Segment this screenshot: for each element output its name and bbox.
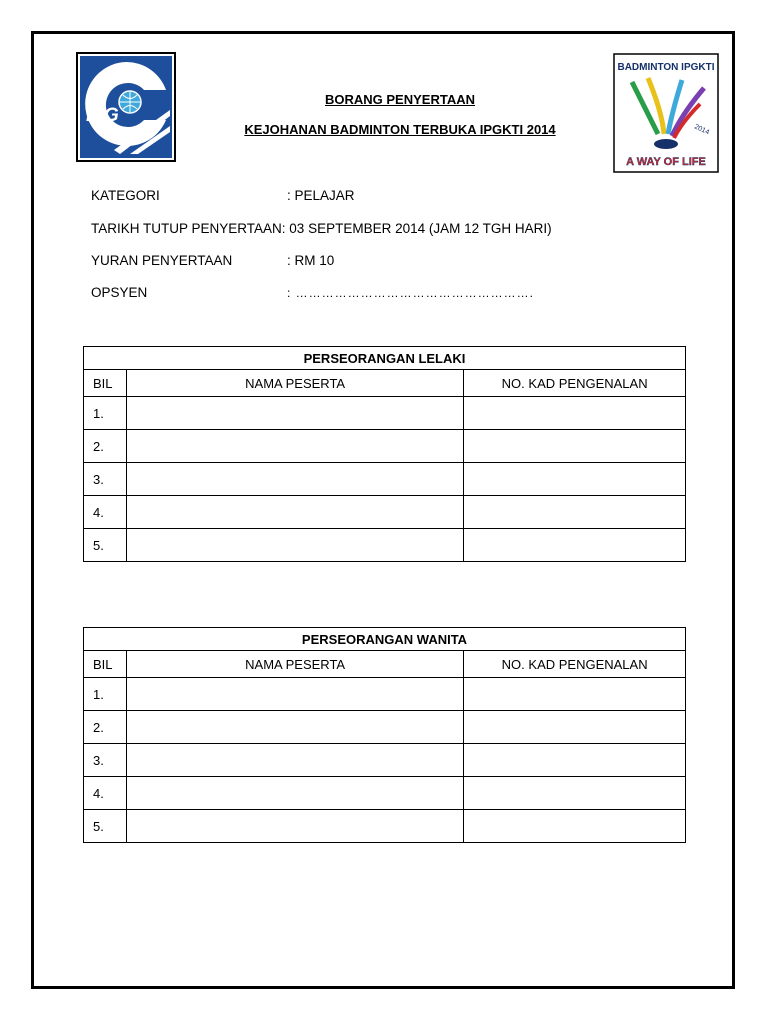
tarikh-label: TARIKH TUTUP PENYERTAAN: [91, 221, 286, 236]
nama-cell[interactable] [126, 430, 463, 463]
row-number: 4. [84, 777, 127, 810]
kategori-value: : PELAJAR [287, 188, 355, 203]
nama-cell[interactable] [126, 397, 463, 430]
yuran-value: : RM 10 [287, 253, 335, 268]
yuran-line [91, 253, 334, 268]
row-number: 1. [84, 397, 127, 430]
table-caption: PERSEORANGAN LELAKI [84, 347, 686, 370]
kad-cell[interactable] [464, 810, 686, 843]
table-row [84, 678, 686, 711]
form-title: BORANG PENYERTAAN [325, 92, 475, 107]
table-row [84, 744, 686, 777]
col-nama-header: NAMA PESERTA [126, 370, 463, 397]
form-subtitle: KEJOHANAN BADMINTON TERBUKA IPGKTI 2014 [244, 122, 556, 137]
table-row [84, 711, 686, 744]
row-number: 3. [84, 463, 127, 496]
kad-cell[interactable] [464, 711, 686, 744]
kad-cell[interactable] [464, 678, 686, 711]
kad-cell[interactable] [464, 496, 686, 529]
badminton-logo-bottom-text: A WAY OF LIFE [626, 156, 706, 168]
table-wanita [83, 627, 686, 843]
table-row [84, 496, 686, 529]
row-number: 5. [84, 810, 127, 843]
nama-cell[interactable] [126, 678, 463, 711]
table-row [84, 463, 686, 496]
kad-cell[interactable] [464, 430, 686, 463]
row-number: 1. [84, 678, 127, 711]
table-lelaki [83, 346, 686, 562]
nama-cell[interactable] [126, 463, 463, 496]
nama-cell[interactable] [126, 711, 463, 744]
table-row [84, 529, 686, 562]
badminton-logo-year: 2014 [693, 123, 711, 137]
row-number: 4. [84, 496, 127, 529]
kad-cell[interactable] [464, 744, 686, 777]
table-caption: PERSEORANGAN WANITA [84, 628, 686, 651]
kategori-label: KATEGORI [91, 188, 160, 203]
col-bil-header: BIL [84, 370, 127, 397]
opsyen-label: OPSYEN [91, 285, 148, 300]
badminton-logo [612, 52, 720, 174]
tarikh-value: 03 SEPTEMBER 2014 (JAM 12 TGH HARI) [285, 221, 552, 236]
col-kad-header: NO. KAD PENGENALAN [464, 651, 686, 678]
col-bil-header: BIL [84, 651, 127, 678]
row-number: 3. [84, 744, 127, 777]
opsyen-value[interactable]: : ………………………………………………. [287, 286, 535, 300]
kad-cell[interactable] [464, 777, 686, 810]
tarikh-line [91, 221, 552, 236]
table-row [84, 430, 686, 463]
nama-cell[interactable] [126, 777, 463, 810]
opsyen-line [91, 285, 534, 300]
ipg-logo-text: iPG [86, 105, 119, 126]
table-row [84, 777, 686, 810]
row-number: 2. [84, 711, 127, 744]
nama-cell[interactable] [126, 744, 463, 777]
nama-cell[interactable] [126, 496, 463, 529]
kad-cell[interactable] [464, 397, 686, 430]
col-nama-header: NAMA PESERTA [126, 651, 463, 678]
kad-cell[interactable] [464, 463, 686, 496]
row-number: 5. [84, 529, 127, 562]
kad-cell[interactable] [464, 529, 686, 562]
nama-cell[interactable] [126, 529, 463, 562]
col-kad-header: NO. KAD PENGENALAN [464, 370, 686, 397]
kategori-line [91, 188, 355, 203]
badminton-logo-top-text: BADMINTON IPGKTI [617, 62, 715, 73]
table-row [84, 810, 686, 843]
nama-cell[interactable] [126, 810, 463, 843]
yuran-label: YURAN PENYERTAAN [91, 253, 233, 268]
table-row [84, 397, 686, 430]
ipg-logo [74, 50, 178, 164]
row-number: 2. [84, 430, 127, 463]
